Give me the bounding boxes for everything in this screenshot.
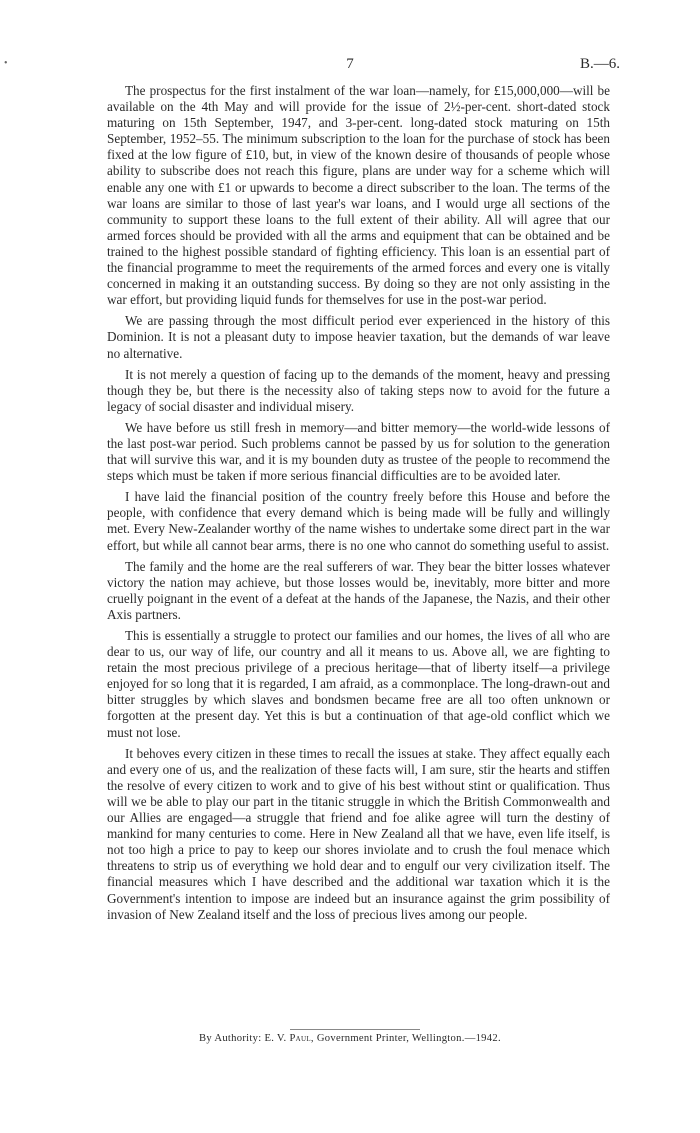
paragraph: It is not merely a question of facing up to the demands of the moment, heavy and pressing though they be, but there is the necessity also of taking steps now to avoid for the future a legacy of social disaster and individual misery. bbox=[107, 366, 610, 414]
printer-imprint bbox=[0, 1033, 700, 1044]
paragraph: The family and the home are the real sufferers of war. They bear the bitter losses whatever victory the nation may achieve, but those losses would be, inevitably, more bitter and more cruelly poignant in the event of a defeat at the hands of the Japanese, the Nazis, and their other Axis partners. bbox=[107, 558, 610, 622]
page-number: 7 bbox=[346, 56, 354, 72]
page-reference: B.—6. bbox=[579, 56, 620, 72]
document-body bbox=[107, 83, 610, 928]
paragraph: I have laid the financial position of the country freely before this House and before the people, with confidence that every demand which is being made will be fully and willingly met. Every New-Zealander worthy of the name wishes to undertake some direct part in the war effort, but while all cannot bear arms, there is no one who cannot do something useful to assist. bbox=[107, 489, 610, 553]
printer-name: Paul bbox=[289, 1033, 311, 1044]
imprint-suffix: , Government Printer, Wellington.—1942. bbox=[310, 1033, 501, 1044]
paragraph: It behoves every citizen in these times to recall the issues at stake. They affect equally each and every one of us, and the realization of these facts will, I am sure, stir the hearts and stiffen the resolve of every citizen to work and to give of his best without stint or qualification. Thus will we be able to play our part in the titanic struggle in which the British Commonwealth and our Allies are engaged—a struggle that friend and foe alike agree will turn the destiny of mankind for many centuries to come. Here in New Zealand all that we have, even life itself, is not too high a price to pay to keep our shores inviolate and to crush the foul menace which threatens to strip us of everything we hold dear and to engulf our very civilization itself. The financial measures which I have described and the additional war taxation which it is the Government's intention to impose are indeed but an insurance against the grim possibility of invasion of New Zealand itself and the loss of precious lives among our people. bbox=[107, 745, 610, 922]
paragraph: We have before us still fresh in memory—and bitter memory—the world-wide lessons of the last post-war period. Such problems cannot be passed by us for solution to the generation that will survive this war, and it is my bounden duty as trustee of the people to recommend the steps which must be taken if more serious financial difficulties are to be avoided later. bbox=[107, 419, 610, 484]
footer-divider bbox=[290, 1029, 420, 1030]
paragraph: We are passing through the most difficult period ever experienced in the history of this Dominion. It is not a pleasant duty to impose heavier taxation, but the demands of war leave no alternative. bbox=[107, 313, 610, 361]
paragraph: This is essentially a struggle to protect our families and our homes, the lives of all who are dear to us, our way of life, our country and all it means to us. Above all, we are fighting to retain the most precious privilege of a precious heritage—that of liberty itself—a privilege enjoyed for so long that it is regarded, I am afraid, as a commonplace. The long-drawn-out and bitter struggles by which slaves and bondsmen became free are all too often unknown or forgotten at the present day. Yet this is but a continuation of that age-old conflict which we must not lose. bbox=[107, 628, 610, 740]
page-header bbox=[0, 56, 700, 78]
imprint-prefix: By Authority: E. V. bbox=[199, 1033, 287, 1044]
paragraph: The prospectus for the first instalment of the war loan—namely, for £15,000,000—will be available on the 4th May and will provide for the issue of 2½-per-cent. short-dated stock maturing on 15th September, 1947, and 3-per-cent. long-dated stock maturing on 15th September, 1952–55. The minimum subscription to the loan for the purchase of stock has been fixed at the low figure of £10, but, in view of the known desire of thousands of people whose ability to subscribe does not reach this figure, plans are under way for a scheme which will enable any one with £1 or upwards to become a direct subscriber to the loan. The terms of the war loans are similar to those of last year's war loans, and I would urge all sections of the community to support these loans to the full extent of their ability. All will agree that our armed forces should be provided with all the arms and equipment that can be obtained and be trained to the highest possible standard of fighting efficiency. This loan is an essential part of the financial programme to meet the requirements of the armed forces and every one is vitally concerned in making it an outstanding success. By doing so they are not only assisting in the war effort, but providing liquid funds for themselves for use in the post-war period. bbox=[107, 83, 610, 308]
margin-mark: • bbox=[4, 58, 8, 69]
